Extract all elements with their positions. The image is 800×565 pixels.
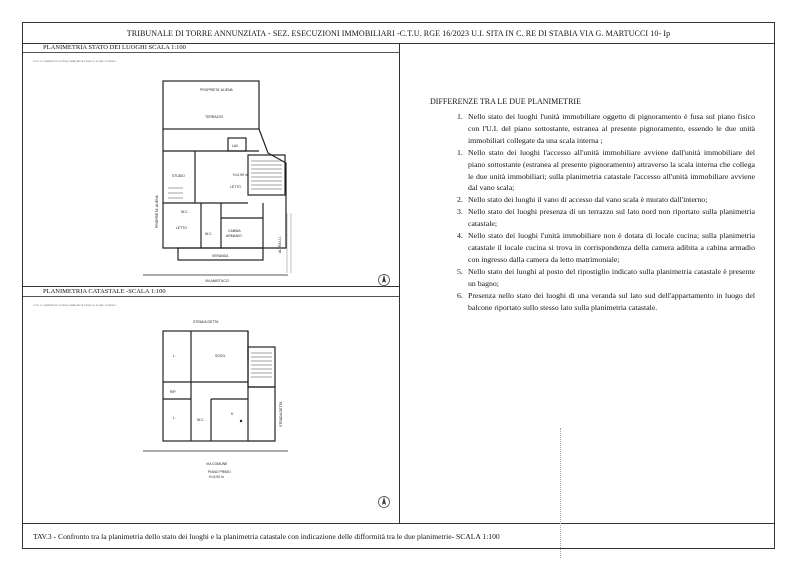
difference-item: 3. Nello stato dei luoghi presenza di un terrazzo sul lato nord non riportato sulla planimetria catastale; [457, 207, 755, 229]
label-letto-2: LETTO [176, 226, 187, 230]
label-veranda: VERANDA [212, 254, 229, 258]
north-compass-icon [377, 495, 391, 509]
cadastral-reference: C.T.U. E. COMUNE DI CASTELLAMMARE DI STABIA F. 4 PART. 578 SUB 8 [33, 60, 116, 63]
plan-stato-luoghi-panel [23, 43, 399, 287]
label-via-comune: VIA COMUNE [206, 462, 228, 466]
label-piano-h: H=3,00 m [209, 475, 224, 479]
plan-catastale-panel [23, 287, 399, 523]
label-sogg: SOGG. [215, 354, 227, 358]
label-lav: LAV. [232, 144, 239, 148]
label-l2: L. [173, 416, 176, 420]
wall [248, 387, 275, 441]
label-wc-2: W.C. [205, 232, 213, 236]
vertical-signature-line [560, 428, 563, 558]
label-letto-h: H=2,90 m [233, 173, 248, 177]
cadastral-reference-2: C.T.U. E. COMUNE DI CASTELLAMMARE DI STABIA F. 4 PART. 578 SUB 8 [33, 304, 116, 307]
label-strada-detta: STRADA DETTA [193, 320, 219, 324]
difference-item: 1. Nello stato dei luoghi l'unità immobiliare oggetto di pignoramento è fusa sul piano fisico con l'U.I. del piano sottostante, estranea al presente pignoramento, essendo le due unità immobiliari collegate da una scala interna ; [457, 112, 755, 145]
label-wc: W.C. [181, 210, 189, 214]
plans-column [23, 43, 400, 523]
label-rip: RIP. [170, 390, 177, 394]
label-proprieta-aliena: PROPRIETA' ALIENA [200, 88, 233, 92]
label-cabina: CABINA [228, 229, 241, 233]
label-proprieta-aliena-side: PROPRIETA' ALIENA [155, 195, 159, 228]
footer-caption: TAV.3 - Confronto tra la planimetria dello stato dei luoghi e la planimetria catastale con indicazione delle difformità tra le due planimetrie- SCALA 1:100 [23, 523, 774, 549]
floor-plan-stato-luoghi [23, 43, 399, 287]
label-strada-detta-side: STRADA DETTA [279, 401, 283, 427]
header-title: TRIBUNALE DI TORRE ANNUNZIATA - SEZ. ESECUZIONI IMMOBILIARI -C.T.U. RGE 16/2023 U.I. SITA IN C. RE DI STABIA VIA G. MARTUCCI 10- Ip [23, 23, 774, 44]
label-terrazzo: TERRAZZO [205, 115, 224, 119]
floor-plan-catastale [23, 287, 399, 523]
apartment-outline [163, 129, 286, 248]
label-piano-primo: PIANO PRIMO [208, 470, 231, 474]
differences-title: DIFFERENZE TRA LE DUE PLANIMETRIE [430, 97, 581, 106]
difference-item: 2. Nello stato dei luoghi il vano di accesso dal vano scala è murato dall'interno; [457, 195, 708, 205]
difference-item: 6. Presenza nello stato dei luoghi di una veranda sul lato sud dell'appartamento in luogo del balcone riportato sullo stesso lato sulla planimetria catastale. [457, 290, 755, 312]
panel-title-catastale: PLANIMETRIA CATASTALE -SCALA 1:100 [23, 287, 399, 297]
label-armadio: ARMADIO [226, 234, 242, 238]
north-compass-icon [377, 273, 391, 287]
label-letto: LETTO [230, 185, 241, 189]
difference-item: 4. Nello stato dei luoghi l'unità immobiliare non è dotata di locale cucina; sulla planimetria catastale il locale cucina si trova in corrispondenza della camera adibita a cabina armadio con ingresso dalla camera da letto matrimoniale; [457, 231, 755, 264]
label-k: K. [231, 412, 235, 416]
label-wc: W.C. [197, 418, 205, 422]
panel-title-stato-luoghi: PLANIMETRIA STATO DEI LUOGHI SCALA 1:100 [23, 43, 399, 53]
differences-list [457, 111, 755, 313]
difference-item: 1. Nello stato dei luoghi l'accesso all'unità immobiliare avviene dall'unità immobiliare del piano sottostante (estranea al presente pignoramento) attraverso la scala interna che collega le due unità immobiliari; sulla planimetria catastale l'accesso all'unità immobiliare avviene dal vano scala; [457, 147, 755, 193]
difference-item: 5. Nello stato dei luoghi al posto del ripostiglio indicato sulla planimetria catastale è presente un bagno; [457, 266, 755, 288]
label-studio: STUDIO [172, 174, 185, 178]
catastale-outline [163, 331, 248, 441]
label-altra-ui: ALTRA U.I. [278, 236, 282, 253]
label-via-martucci: VIA MARTUCCI [205, 279, 230, 283]
label-l1: L. [173, 354, 176, 358]
